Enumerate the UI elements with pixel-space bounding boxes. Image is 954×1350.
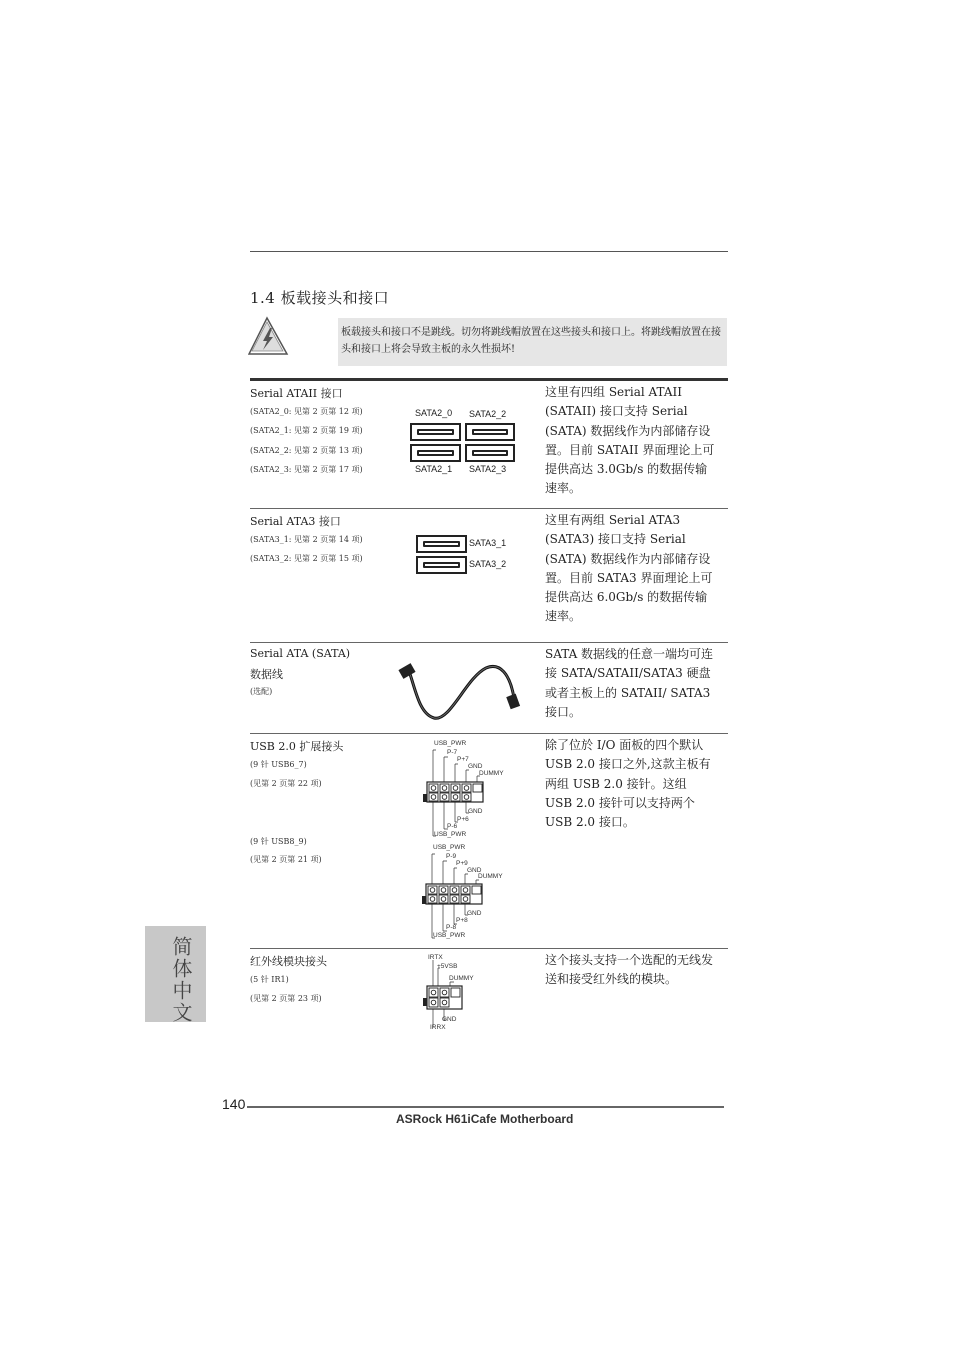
- usb-sub-2: (9 针 USB8_9): [250, 837, 307, 846]
- sata2-1-label: SATA2_1: [415, 464, 453, 474]
- usb8-9-pin-diagram: [420, 844, 530, 942]
- usb1-pin-label: GND: [468, 763, 483, 770]
- sata2-0-connector: [410, 423, 461, 441]
- sata3-1-connector: [416, 535, 467, 553]
- usb1-pin-label: P+7: [457, 756, 469, 763]
- ir-pin-label: IRTX: [428, 954, 443, 961]
- sataii-sub-1: (SATA2_1: 见第 2 页第 19 项): [250, 426, 363, 435]
- ir-pin-label: IRRX: [430, 1024, 446, 1031]
- sataii-sub-3: (SATA2_3: 见第 2 页第 17 项): [250, 465, 363, 474]
- usb8-9-pin-lines: [420, 844, 530, 942]
- sata-cable-title-2: 数据线: [250, 668, 283, 681]
- usb2-pin-label: USB_PWR: [433, 844, 466, 851]
- usb-sub-0: (9 针 USB6_7): [250, 760, 307, 769]
- page-number: 140: [222, 1096, 246, 1112]
- usb2-pin-label: GND: [467, 910, 482, 917]
- usb2-pin-label: P+8: [456, 917, 468, 924]
- usb2-pin-label: P+9: [456, 860, 468, 867]
- usb2-pin-label: USB_PWR: [433, 932, 466, 939]
- usb1-pin-label: GND: [468, 808, 483, 815]
- sata3-1-label: SATA3_1: [469, 538, 507, 548]
- sata3-sub-1: (SATA3_2: 见第 2 页第 15 项): [250, 554, 363, 563]
- ir-pin-label: DUMMY: [449, 975, 474, 982]
- sata2-2-label: SATA2_2: [469, 409, 507, 419]
- usb1-pin-label: P-6: [447, 823, 458, 830]
- row-divider: [250, 733, 728, 734]
- sataii-sub-0: (SATA2_0: 见第 2 页第 12 项): [250, 407, 363, 416]
- sata3-sub-0: (SATA3_1: 见第 2 页第 14 项): [250, 535, 363, 544]
- ir-pin-diagram: [420, 954, 510, 1036]
- sataii-sub-2: (SATA2_2: 见第 2 页第 13 项): [250, 446, 363, 455]
- table-top-rule: [250, 378, 728, 381]
- sata3-description: 这里有两组 Serial ATA3 (SATA3) 接口支持 Serial (SATA) 数据线作为内部储存设置。目前 SATA3 界面理论上可提供高达 6.0Gb/s 的数据传输速率。: [545, 513, 713, 624]
- row-divider: [250, 948, 728, 949]
- usb2-pin-label: GND: [467, 867, 482, 874]
- usb1-pin-label: DUMMY: [479, 770, 504, 777]
- ir-pin-label: +5VSB: [437, 963, 458, 970]
- ir-sub-1: (见第 2 页第 23 项): [250, 994, 322, 1003]
- usb-sub-3: (见第 2 页第 21 项): [250, 855, 322, 864]
- usb-sub-1: (见第 2 页第 22 项): [250, 779, 322, 788]
- sata-cable-description: SATA 数据线的任意一端均可连接 SATA/SATAII/SATA3 硬盘或者主板上的 SATAII/ SATA3 接口。: [545, 647, 714, 719]
- usb1-pin-label: P+6: [457, 816, 469, 823]
- sata2-1-connector: [410, 444, 461, 462]
- usb2-pin-label: P-8: [446, 924, 457, 931]
- usb6-7-pin-lines: [420, 740, 530, 840]
- usb1-pin-label: USB_PWR: [434, 740, 467, 747]
- usb2-pin-label: P-9: [446, 853, 457, 860]
- sata2-2-connector: [465, 423, 515, 441]
- section-title: 1.4 板载接头和接口: [250, 289, 390, 307]
- warning-text: 板载接头和接口不是跳线。切勿将跳线帽放置在这些接头和接口上。将跳线帽放置在接头和接口上将会导致主板的永久性损坏!: [341, 327, 721, 355]
- usb1-pin-label: P-7: [447, 749, 458, 756]
- sata2-0-label: SATA2_0: [415, 408, 453, 418]
- row-divider: [250, 508, 728, 509]
- top-rule: [250, 251, 728, 252]
- footer-rule: [247, 1106, 724, 1108]
- sata-cable-sub: (选配): [250, 687, 273, 696]
- language-side-tab-label: 简体中文: [169, 936, 193, 1024]
- ir-title: 红外线模块接头: [250, 955, 327, 968]
- sata2-3-label: SATA2_3: [469, 464, 507, 474]
- sata-cable-title: Serial ATA (SATA): [250, 647, 351, 660]
- footer-text: ASRock H61iCafe Motherboard: [396, 1112, 574, 1126]
- ir-description: 这个接头支持一个选配的无线发送和接受红外线的模块。: [545, 953, 714, 987]
- sata-cable-image: [396, 660, 522, 724]
- usb1-pin-label: USB_PWR: [434, 831, 467, 838]
- sataii-description: 这里有四组 Serial ATAII (SATAII) 接口支持 Serial (SATA) 数据线作为内部储存设置。目前 SATAII 界面理论上可提供高达 3.0Gb/s 的数据传输速率。: [545, 385, 715, 496]
- row-divider: [250, 642, 728, 643]
- sata2-3-connector: [465, 444, 515, 462]
- ir-sub-0: (5 针 IR1): [250, 975, 289, 984]
- usb-title: USB 2.0 扩展接头: [250, 740, 344, 753]
- sata3-title: Serial ATA3 接口: [250, 515, 341, 528]
- sataii-title: Serial ATAII 接口: [250, 387, 343, 400]
- usb2-pin-label: DUMMY: [478, 873, 503, 880]
- warning-triangle-icon: [248, 316, 290, 356]
- sata3-2-label: SATA3_2: [469, 559, 507, 569]
- sata3-2-connector: [416, 556, 467, 574]
- ir-pin-label: GND: [442, 1016, 457, 1023]
- usb6-7-pin-diagram: [420, 740, 530, 840]
- usb-description: 除了位於 I/O 面板的四个默认 USB 2.0 接口之外,这款主板有两组 USB 2.0 接针。这组 USB 2.0 接针可以支持两个 USB 2.0 接口。: [545, 738, 711, 830]
